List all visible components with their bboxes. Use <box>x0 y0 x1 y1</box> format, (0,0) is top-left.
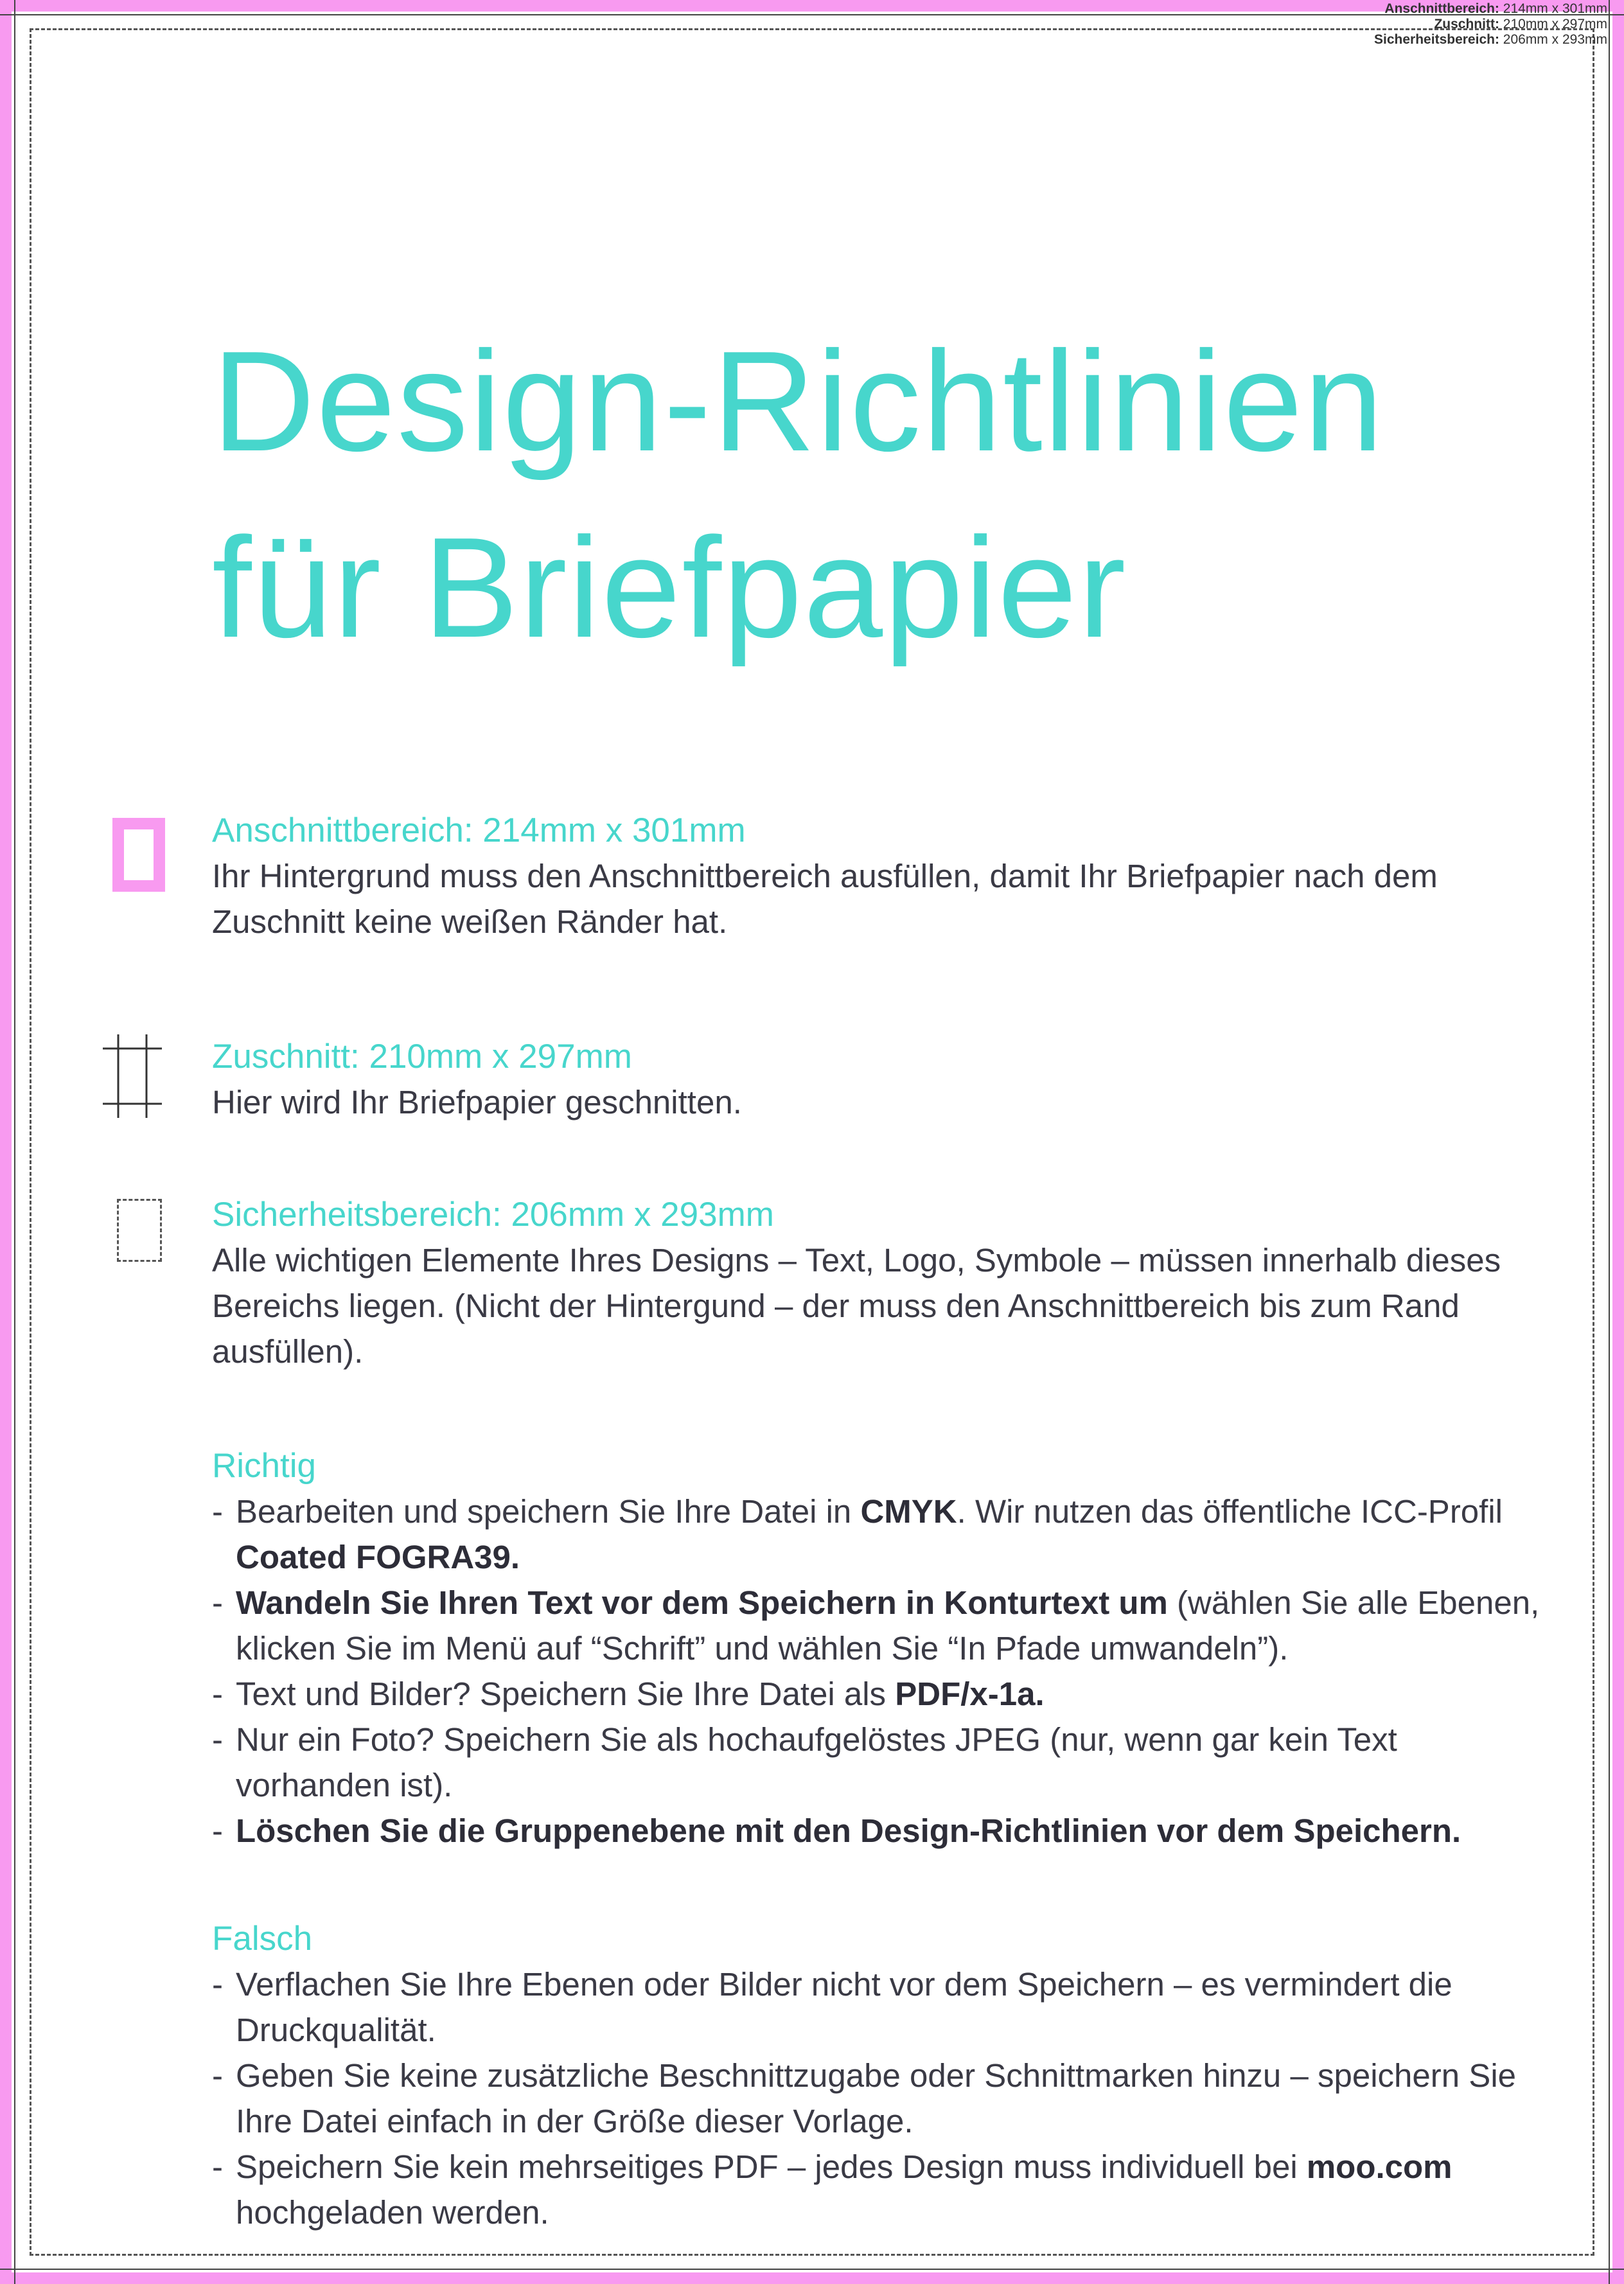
legend-bleed <box>212 808 1548 944</box>
legend-safe-heading: Sicherheitsbereich: 206mm x 293mm <box>212 1196 774 1234</box>
dimension-bleed: Anschnittbereich: 214mm x 301mm <box>1384 1 1607 16</box>
guide-dimensions <box>1374 1 1607 48</box>
richtig-list <box>212 1489 1548 1854</box>
list-item: - Wandeln Sie Ihren Text vor dem Speichern in Konturtext um (wählen Sie alle Ebenen, klicken Sie im Menü auf “Schrift” und wählen Sie “In Pfade umwandeln”). <box>212 1584 1540 1667</box>
dimension-trim: Zuschnitt: 210mm x 297mm <box>1434 17 1607 31</box>
legend-safe <box>212 1192 1548 1374</box>
title-line-2: für Briefpapier <box>212 508 1127 668</box>
list-item: - Speichern Sie kein mehrseitiges PDF – jedes Design muss individuell bei moo.com hochgeladen werden. <box>212 2148 1452 2231</box>
list-item: - Löschen Sie die Gruppenebene mit den Design-Richtlinien vor dem Speichern. <box>212 1812 1461 1849</box>
list-item: - Text und Bilder? Speichern Sie Ihre Datei als PDF/x-1a. <box>212 1676 1045 1712</box>
legend-trim-text: Hier wird Ihr Briefpapier geschnitten. <box>212 1084 742 1120</box>
bleed-area-icon <box>112 818 165 892</box>
list-item: - Verflachen Sie Ihre Ebenen oder Bilder nicht vor dem Speichern – es vermindert die Druckqualität. <box>212 1966 1452 2048</box>
falsch-list <box>212 1961 1548 2235</box>
falsch-section <box>212 1917 1548 2235</box>
falsch-heading: Falsch <box>212 1920 313 1958</box>
legend-bleed-heading: Anschnittbereich: 214mm x 301mm <box>212 811 746 849</box>
trim-marks-icon <box>103 1034 162 1118</box>
legend-trim <box>212 1034 1548 1125</box>
legend-trim-heading: Zuschnitt: 210mm x 297mm <box>212 1038 632 1076</box>
safe-area-icon <box>117 1199 162 1262</box>
page-title <box>212 308 1497 681</box>
dimension-safe: Sicherheitsbereich: 206mm x 293mm <box>1374 32 1607 47</box>
list-item: - Nur ein Foto? Speichern Sie als hochaufgelöstes JPEG (nur, wenn gar kein Text vorhanden ist). <box>212 1721 1397 1803</box>
list-item: - Bearbeiten und speichern Sie Ihre Datei in CMYK. Wir nutzen das öffentliche ICC-Profil Coated FOGRA39. <box>212 1493 1503 1575</box>
list-item: - Geben Sie keine zusätzliche Beschnittzugabe oder Schnittmarken hinzu – speichern Sie Ihre Datei einfach in der Größe dieser Vorlage. <box>212 2057 1517 2139</box>
title-line-1: Design-Richtlinien <box>212 322 1385 481</box>
legend-safe-text: Alle wichtigen Elemente Ihres Designs – Text, Logo, Symbole – müssen innerhalb dieses Bereichs liegen. (Nicht der Hintergund – der muss den Anschnittbereich bis zum Rand ausfüllen). <box>212 1242 1501 1370</box>
guidelines-content <box>212 808 1548 2235</box>
richtig-section <box>212 1444 1548 1854</box>
legend-bleed-text: Ihr Hintergrund muss den Anschnittbereich ausfüllen, damit Ihr Briefpapier nach dem Zuschnitt keine weißen Ränder hat. <box>212 858 1438 940</box>
richtig-heading: Richtig <box>212 1447 317 1485</box>
